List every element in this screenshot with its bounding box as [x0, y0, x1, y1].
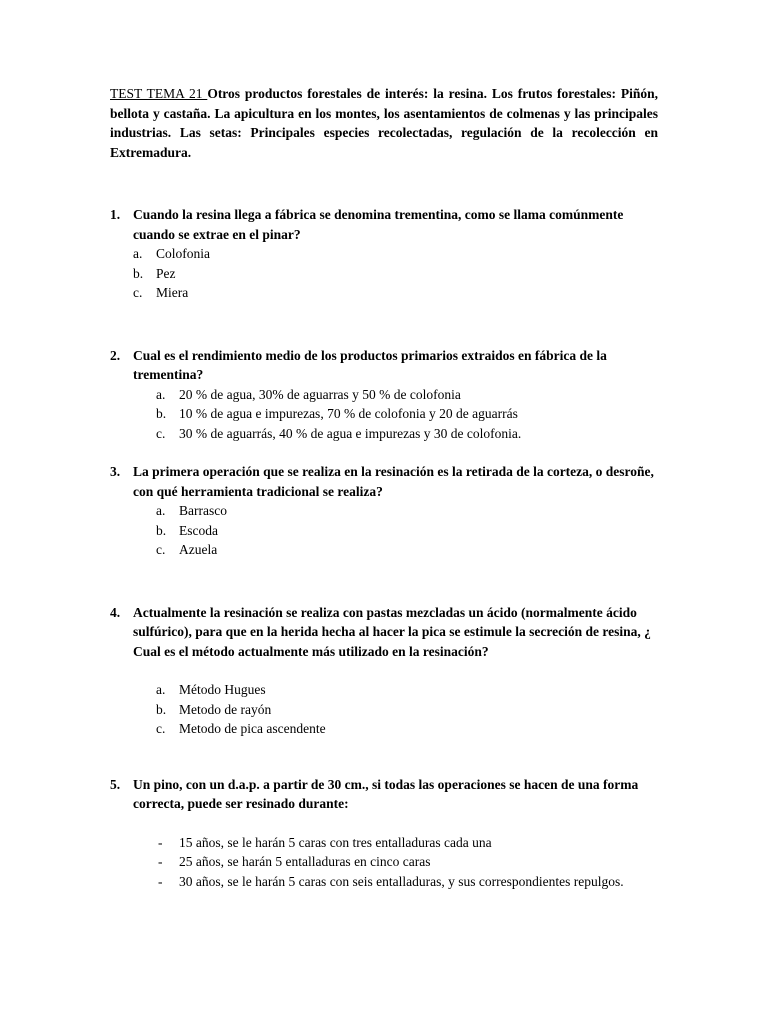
- answer-option: [156, 501, 658, 521]
- question-text: Cuando la resina llega a fábrica se denomina trementina, como se llama comúnmente cuando se extrae en el pinar?: [133, 207, 624, 242]
- answer-option: [156, 680, 658, 700]
- option-text: 25 años, se harán 5 entalladuras en cinco caras: [179, 854, 431, 869]
- answer-option: [156, 872, 658, 892]
- option-marker: -: [158, 834, 163, 850]
- question-number: 1.: [110, 207, 121, 222]
- question-number: 5.: [110, 776, 121, 792]
- answer-option: [156, 833, 658, 853]
- option-text: Método Hugues: [179, 682, 266, 697]
- option-text: 15 años, se le harán 5 caras con tres entalladuras cada una: [179, 834, 492, 850]
- option-text: Barrasco: [179, 503, 227, 518]
- answer-option: [156, 700, 658, 720]
- question-text: Cual es el rendimiento medio de los productos primarios extraidos en fábrica de la trementina?: [133, 347, 607, 382]
- answer-option: [156, 404, 658, 424]
- option-marker: a.: [156, 386, 166, 402]
- test-header: [110, 84, 658, 162]
- question-number: 3.: [110, 464, 121, 479]
- question-4: [110, 603, 658, 739]
- answer-options: [156, 680, 658, 739]
- answer-option: [156, 521, 658, 541]
- option-marker: c.: [156, 721, 166, 736]
- option-text: Pez: [156, 265, 176, 281]
- question-number: 4.: [110, 604, 121, 620]
- question-5: [110, 775, 658, 892]
- question-3: [110, 462, 658, 560]
- option-text: 30 % de aguarrás, 40 % de agua e impurezas y 30 de colofonia.: [179, 425, 522, 441]
- answer-option: [156, 540, 658, 560]
- option-text: Azuela: [179, 542, 218, 557]
- option-marker: -: [158, 854, 163, 869]
- question-number: 2.: [110, 347, 121, 363]
- option-marker: a.: [133, 246, 143, 261]
- option-marker: -: [158, 873, 163, 889]
- option-text: Miera: [156, 285, 189, 300]
- question-text: La primera operación que se realiza en la resinación es la retirada de la corteza, o desroñe, con qué herramienta tradicional se realiza?: [133, 464, 654, 499]
- answer-options: [156, 833, 658, 892]
- option-marker: c.: [156, 425, 166, 441]
- option-text: Escoda: [179, 522, 218, 538]
- option-marker: c.: [156, 542, 166, 557]
- test-topic-text: Otros productos forestales de interés: la resina. Los frutos forestales: Piñón, bellota y castaña. La apicultura en los montes, los asentamientos de colmenas y las principales industrias. Las setas: Principales especies recolectadas, regulación de la recolección en Extremadura.: [110, 86, 659, 160]
- option-text: 20 % de agua, 30% de aguarras y 50 % de colofonia: [179, 386, 461, 402]
- option-text: Colofonia: [156, 246, 210, 261]
- answer-option: [133, 283, 658, 303]
- question-text: Un pino, con un d.a.p. a partir de 30 cm., si todas las operaciones se hacen de una forma correcta, puede ser resinado durante:: [133, 776, 639, 811]
- option-marker: a.: [156, 503, 166, 518]
- question-text: Actualmente la resinación se realiza con pastas mezcladas un ácido (normalmente ácido sulfúrico), para que en la herida hecha al hacer la pica se estimule la secreción de resina, ¿ Cual es el método actualmente más utilizado en la resinación?: [133, 604, 651, 659]
- option-marker: b.: [156, 406, 167, 421]
- test-label: TEST TEMA 21: [110, 86, 208, 101]
- option-marker: b.: [156, 701, 167, 717]
- answer-options: [156, 501, 658, 560]
- question-2: [110, 346, 658, 444]
- answer-option: [156, 852, 658, 872]
- option-marker: a.: [156, 682, 166, 697]
- question-1: [110, 205, 658, 303]
- option-marker: b.: [156, 522, 167, 538]
- answer-option: [133, 264, 658, 284]
- option-text: Metodo de pica ascendente: [179, 721, 326, 736]
- option-text: Metodo de rayón: [179, 701, 272, 717]
- answer-option: [156, 719, 658, 739]
- option-marker: c.: [133, 285, 143, 300]
- option-marker: b.: [133, 265, 144, 281]
- answer-option: [133, 244, 658, 264]
- option-text: 30 años, se le harán 5 caras con seis entalladuras, y sus correspondientes repulgos.: [179, 873, 624, 889]
- answer-options: [156, 385, 658, 444]
- answer-option: [156, 385, 658, 405]
- answer-options: [133, 244, 658, 303]
- answer-option: [156, 424, 658, 444]
- option-text: 10 % de agua e impurezas, 70 % de colofonia y 20 de aguarrás: [179, 406, 518, 421]
- document-page: [110, 84, 658, 891]
